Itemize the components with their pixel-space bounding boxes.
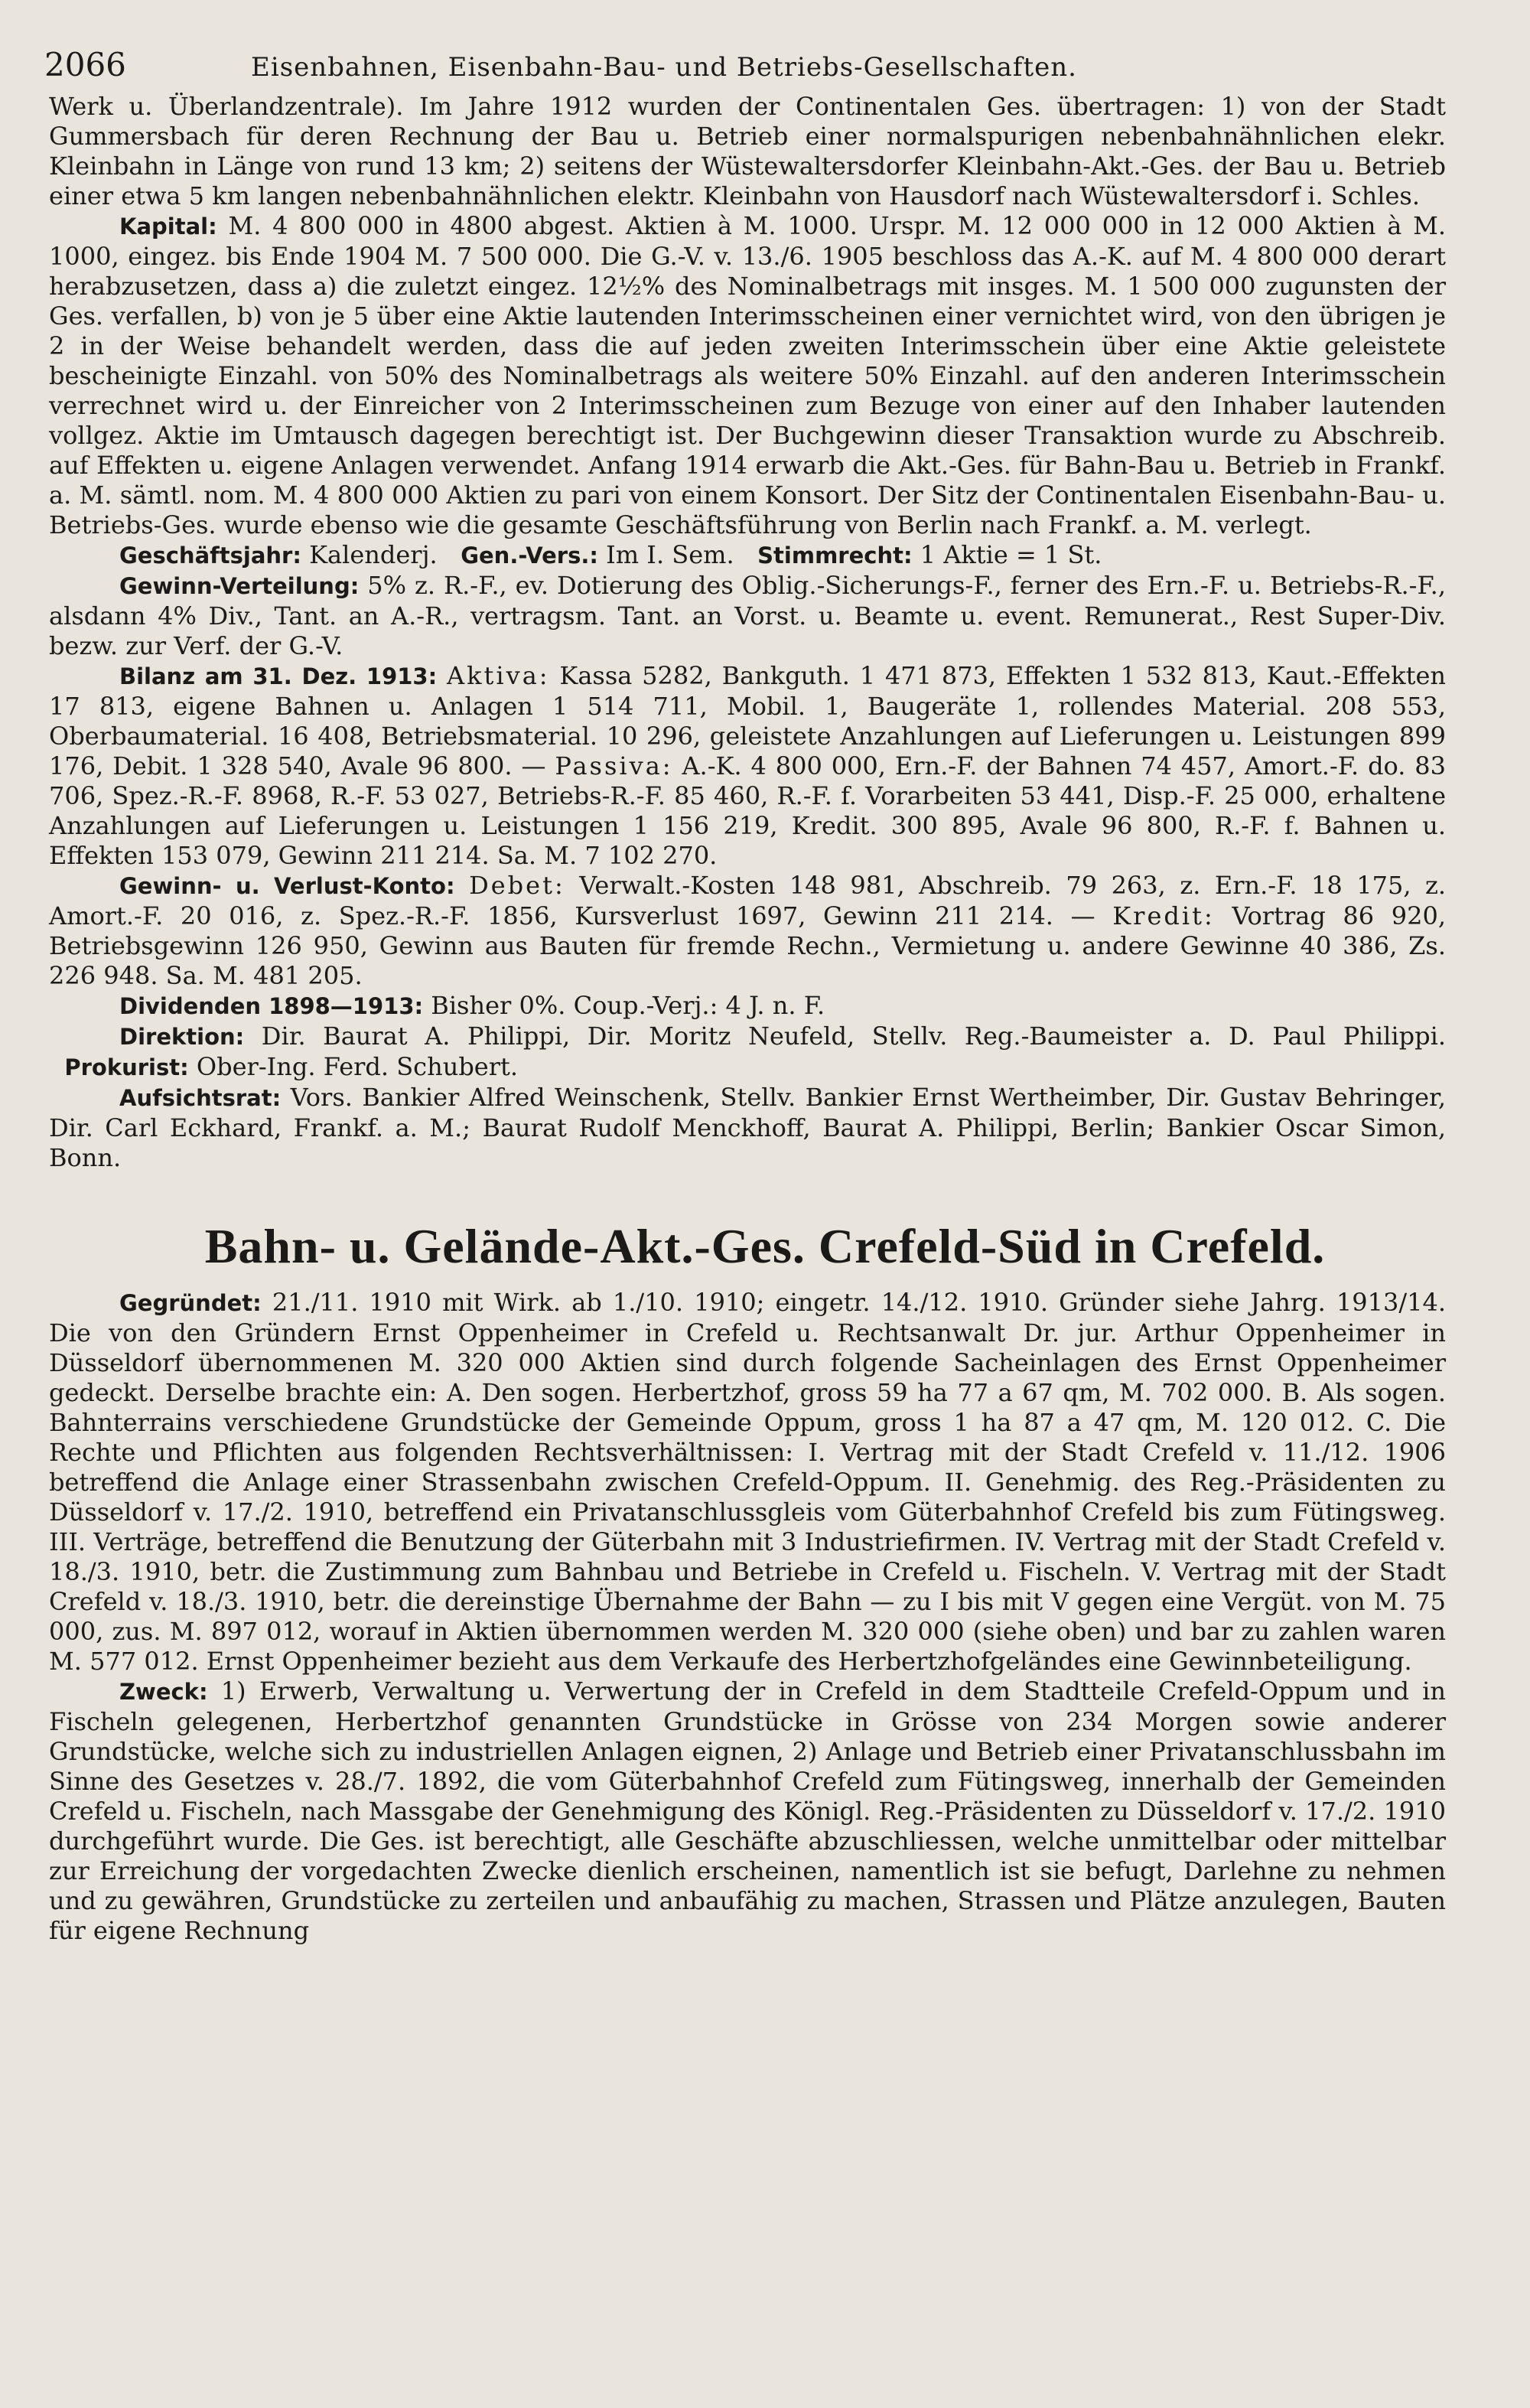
kredit-text: Vortrag 86 920, Betriebsgewinn 126 950, Gewinn aus Bauten für fremde Rechn., Vermietung u. andere Gewinne 40 386, Zs. 226 948. Sa. M. 481 205. (49, 901, 1447, 990)
debet-label: Debet: (469, 871, 565, 900)
prokurist-label: Prokurist: (64, 1054, 189, 1080)
gegruendet-label: Gegründet: (119, 1290, 262, 1316)
dividenden-text: Bisher 0%. Coup.-Verj.: 4 J. n. F. (431, 991, 825, 1020)
direktion-text: Dir. Baurat A. Philippi, Dir. Moritz Neufeld, Stellv. Reg.-Baumeister a. D. Paul Philippi. (261, 1022, 1447, 1051)
bilanz-label: Bilanz am 31. Dez. 1913: (119, 663, 438, 689)
debet-text: Verwalt.-Kosten 148 981, Abschreib. 79 263, z. Ern.-F. 18 175, z. Amort.-F. 20 016, z. Spez.-R.-F. 1856, Kursverlust 1697, Gewinn 211 214. — (49, 871, 1447, 930)
passiva-text: A.-K. 4 800 000, Ern.-F. der Bahnen 74 457, Amort.-F. do. 83 706, Spez.-R.-F. 8968, R.-F. 53 027, Betriebs-R.-F. 85 460, R.-F. f. Vorarbeiten 53 441, Disp.-F. 25 000, erhaltene Anzahlungen auf Lieferungen u. Leistungen 1 156 219, Kredit. 300 895, Avale 96 800, R.-F. f. Bahnen u. Effekten 153 079, Gewinn 211 214. Sa. M. 7 102 270. (49, 751, 1447, 870)
running-head (44, 46, 1486, 92)
gewinn-verteilung-label: Gewinn-Verteilung: (119, 573, 360, 599)
dividenden-entry (49, 991, 1446, 1022)
direktion-entry (49, 1022, 1446, 1083)
guv-entry (49, 871, 1446, 991)
dividenden-label: Dividenden 1898—1913: (119, 993, 424, 1019)
geschaeftsjahr-entry (49, 540, 1446, 571)
intro-paragraph: Werk u. Überlandzentrale). Im Jahre 1912 wurden der Continentalen Ges. übertragen: 1) von der Stadt Gummersbach für deren Rechnung der Bau u. Betrieb einer normalspurigen nebenbahnähnlichen elekr. Kleinbahn in Länge von rund 13 km; 2) seitens der Wüstewaltersdorfer Kleinbahn-Akt.-Ges. der Bau u. Betrieb einer etwa 5 km langen nebenbahnähnlichen elektr. Kleinbahn von Hausdorf nach Wüstewaltersdorf i. Schles. (49, 92, 1446, 210)
zweck-text: 1) Erwerb, Verwaltung u. Verwertung der in Crefeld in dem Stadtteile Crefeld-Oppum und in Fischeln gelegenen, Herbertzhof genannten Grundstücke in Grösse von 234 Morgen sowie anderer Grundstücke, welche sich zu industriellen Anlagen eignen, 2) Anlage und Betrieb einer Privatanschlussbahn im Sinne des Gesetzes v. 28./7. 1892, die vom Güterbahnhof Crefeld zum Fütingsweg, innerhalb der Gemeinden Crefeld u. Fischeln, nach Massgabe der Genehmigung des Königl. Reg.-Präsidenten zu Düsseldorf v. 17./2. 1910 durchgeführt wurde. Die Ges. ist berechtigt, alle Geschäfte abzuschliessen, welche unmittelbar oder mittelbar zur Erreichung der vorgedachten Zwecke dienlich erscheinen, namentlich ist sie befugt, Darlehne zu nehmen und zu gewähren, Grundstücke zu zerteilen und anbaufähig zu machen, Strassen und Plätze anzulegen, Bauten für eigene Rechnung (49, 1676, 1447, 1945)
kapital-text: M. 4 800 000 in 4800 abgest. Aktien à M. 1000. Urspr. M. 12 000 000 in 12 000 Aktien à M. 1000, eingez. bis Ende 1904 M. 7 500 000. Die G.-V. v. 13./6. 1905 beschloss das A.-K. auf M. 4 800 000 derart herabzusetzen, dass a) die zuletzt eingez. 12½% des Nominalbetrags mit insges. M. 1 500 000 zugunsten der Ges. verfallen, b) von je 5 über eine Aktie lautenden Interimsscheinen einer vernichtet wird, von den übrigen je 2 in der Weise behandelt werden, dass die auf jeden zweiten Interimsschein über eine Aktie geleistete bescheinigte Einzahl. von 50% des Nominalbetrags als weitere 50% Einzahl. auf den anderen Interimsschein verrechnet wird u. der Einreicher von 2 Interimsscheinen zum Bezuge von einer auf den Inhaber lautenden vollgez. Aktie im Umtausch dagegen berechtigt ist. Der Buchgewinn dieser Transaktion wurde zu Abschreib. auf Effekten u. eigene Anlagen verwendet. Anfang 1914 erwarb die Akt.-Ges. für Bahn-Bau u. Betrieb in Frankf. a. M. sämtl. nom. M. 4 800 000 Aktien zu pari von einem Konsort. Der Sitz der Continentalen Eisenbahn-Bau- u. Betriebs-Ges. wurde ebenso wie die gesamte Geschäftsführung von Berlin nach Frankf. a. M. verlegt. (49, 211, 1447, 539)
running-title: Eisenbahnen, Eisenbahn-Bau- und Betriebs-Gesellschaften. (251, 52, 1077, 83)
section-continentale-eisenbahn (49, 92, 1446, 1173)
page-number: 2066 (44, 46, 126, 83)
gegruendet-entry (49, 1288, 1446, 1676)
zweck-entry (49, 1676, 1446, 1946)
aufsichtsrat-entry (49, 1083, 1446, 1173)
geschaeftsjahr-text: Kalenderj. (309, 540, 438, 569)
direktion-label: Direktion: (119, 1024, 245, 1050)
gewinn-verteilung-entry (49, 571, 1446, 661)
aktiva-label: Aktiva: (447, 661, 550, 690)
stimmrecht-text: 1 Aktie = 1 St. (920, 540, 1102, 569)
gewinn-verteilung-text: 5% z. R.-F., ev. Dotierung des Oblig.-Sicherungs-F., ferner des Ern.-F. u. Betriebs-R.-F., alsdann 4% Div., Tant. an A.-R., vertragsm. Tant. an Vorst. u. Beamte u. event. Remunerat., Rest Super-Div. bezw. zur Verf. der G.-V. (49, 571, 1447, 660)
kapital-entry (49, 211, 1446, 540)
zweck-label: Zweck: (119, 1679, 208, 1705)
geschaeftsjahr-label: Geschäftsjahr: (119, 543, 301, 569)
gen-vers-label: Gen.-Vers.: (461, 543, 598, 569)
passiva-label: Passiva: (555, 751, 673, 780)
prokurist-text: Ober-Ing. Ferd. Schubert. (196, 1052, 519, 1081)
aktiva-text: Kassa 5282, Bankguth. 1 471 873, Effekten 1 532 813, Kaut.-Effekten 17 813, eigene Bahnen u. Anlagen 1 514 711, Mobil. 1, Baugeräte 1, rollendes Material. 208 553, Oberbaumaterial. 16 408, Betriebsmaterial. 10 296, geleistete Anzahlungen auf Lieferungen u. Leistungen 899 176, Debit. 1 328 540, Avale 96 800. — (49, 661, 1447, 780)
aufsichtsrat-text: Vors. Bankier Alfred Weinschenk, Stellv. Bankier Ernst Wertheimber, Dir. Gustav Behringer, Dir. Carl Eckhard, Frankf. a. M.; Baurat Rudolf Menckhoff, Baurat A. Philippi, Berlin; Bankier Oscar Simon, Bonn. (49, 1083, 1447, 1172)
kapital-label: Kapital: (119, 213, 217, 239)
gegruendet-text: 21./11. 1910 mit Wirk. ab 1./10. 1910; eingetr. 14./12. 1910. Gründer siehe Jahrg. 1913/14. Die von den Gründern Ernst Oppenheimer in Crefeld u. Rechtsanwalt Dr. jur. Arthur Oppenheimer in Düsseldorf übernommenen M. 320 000 Aktien sind durch folgende Sacheinlagen des Ernst Oppenheimer gedeckt. Derselbe brachte ein: A. Den sogen. Herbertzhof, gross 59 ha 77 a 67 qm, M. 702 000. B. Als sogen. Bahnterrains verschiedene Grundstücke der Gemeinde Oppum, gross 1 ha 87 a 47 qm, M. 120 012. C. Die Rechte und Pflichten aus folgenden Rechtsverhältnissen: I. Vertrag mit der Stadt Crefeld v. 11./12. 1906 betreffend die Anlage einer Strassenbahn zwischen Crefeld-Oppum. II. Genehmig. des Reg.-Präsidenten zu Düsseldorf v. 17./2. 1910, betreffend ein Privatanschlussgleis vom Güterbahnhof Crefeld bis zum Fütingsweg. III. Verträge, betreffend die Benutzung der Güterbahn mit 3 Industriefirmen. IV. Vertrag mit der Stadt Crefeld v. 18./3. 1910, betr. die Zustimmung zum Bahnbau und Betriebe in Crefeld u. Fischeln. V. Vertrag mit der Stadt Crefeld v. 18./3. 1910, betr. die dereinstige Übernahme der Bahn — zu I bis mit V gegen eine Vergüt. von M. 75 000, zus. M. 897 012, worauf in Aktien übernommen werden M. 320 000 (siehe oben) und bar zu zahlen waren M. 577 012. Ernst Oppenheimer bezieht aus dem Verkaufe des Herbertzhofgeländes eine Gewinnbeteiligung. (49, 1288, 1447, 1676)
kredit-label: Kredit: (1112, 901, 1215, 930)
gen-vers-text: Im I. Sem. (606, 540, 734, 569)
stimmrecht-label: Stimmrecht: (757, 543, 913, 569)
guv-label: Gewinn- u. Verlust-Konto: (119, 873, 455, 899)
bilanz-entry (49, 661, 1446, 871)
company-heading: Bahn- u. Gelände-Akt.-Ges. Crefeld-Süd in Crefeld. (204, 1219, 1326, 1273)
section-crefeld-sued (49, 1288, 1446, 1946)
aufsichtsrat-label: Aufsichtsrat: (119, 1085, 282, 1111)
